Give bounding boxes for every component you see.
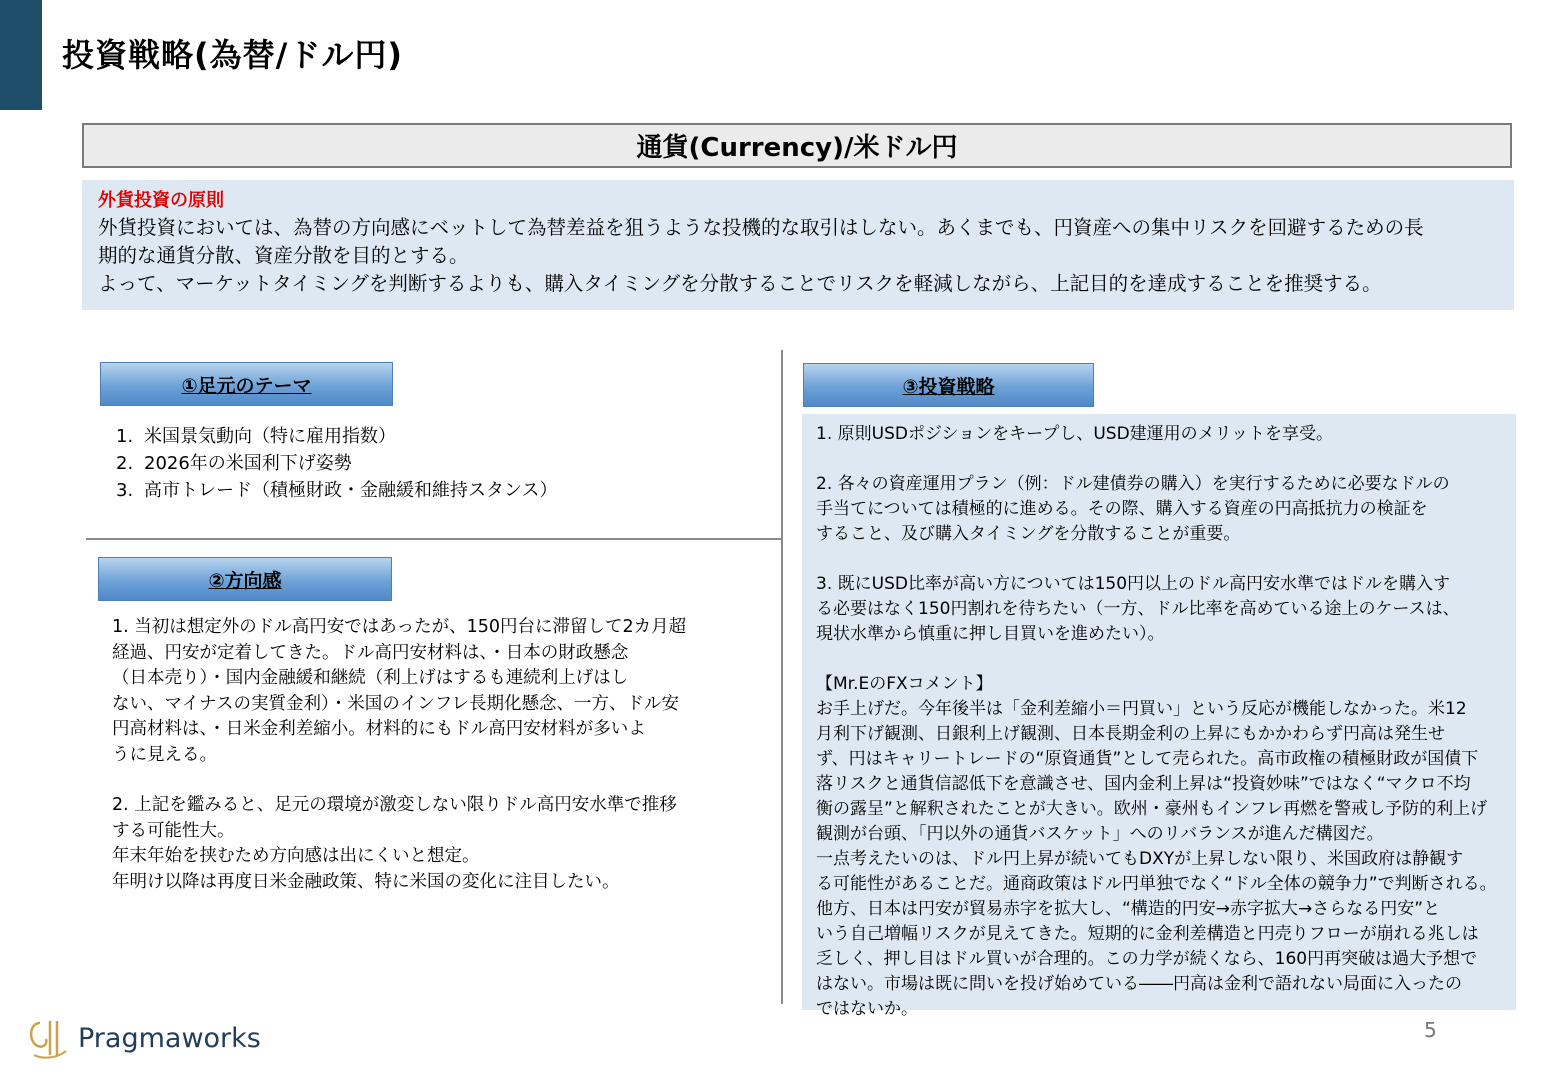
text-line: 手当てについては積極的に進める。その際、購入する資産の円高抵抗力の検証を bbox=[816, 499, 1428, 519]
text-line: 経過、円安が定着してきた。ドル高円安材料は、・日本の財政懸念 bbox=[112, 642, 629, 663]
text-line: ではないか。 bbox=[816, 999, 918, 1019]
text-line: はない。市場は既に問いを投げ始めている――円高は金利で語れない局面に入ったの bbox=[816, 974, 1462, 994]
text-line: 一点考えたいのは、ドル円上昇が続いてもDXYが上昇しない限り、米国政府は静観す bbox=[816, 849, 1464, 869]
principle-title: 外貨投資の原則 bbox=[98, 190, 224, 211]
text-line: 月利下げ観測、日銀利上げ観測、日本長期金利の上昇にもかかわらず円高は発生せ bbox=[816, 724, 1445, 744]
text-line: 3. 既にUSD比率が高い方については150円以上のドル高円安水準ではドルを購入す bbox=[816, 574, 1451, 594]
section-tab-direction: ②方向感 bbox=[98, 557, 392, 601]
text-line: お手上げだ。今年後半は「金利差縮小＝円買い」という反応が機能しなかった。米12 bbox=[816, 699, 1467, 719]
list-item: 2. 2026年の米国利下げ姿勢 bbox=[116, 453, 352, 474]
direction-text bbox=[112, 615, 752, 895]
text-line: る可能性があることだ。通商政策はドル円単独でなく“ドル全体の競争力”で判断される。 bbox=[816, 874, 1497, 894]
spacer bbox=[112, 768, 752, 793]
text-line: 観測が台頭、「円以外の通貨バスケット」へのリバランスが進んだ構図だ。 bbox=[816, 824, 1384, 844]
text-line: 1. 原則USDポジションをキープし、USD建運用のメリットを享受。 bbox=[816, 424, 1333, 444]
column-divider bbox=[781, 350, 783, 1004]
logo-text: Pragmaworks bbox=[78, 1022, 261, 1054]
text-line: 1. 当初は想定外のドル高円安ではあったが、150円台に滞留して2カ月超 bbox=[112, 617, 687, 637]
list-item: 3. 高市トレード（積極財政・金融緩和維持スタンス） bbox=[116, 480, 558, 501]
text-line: 他方、日本は円安が貿易赤字を拡大し、“構造的円安→赤字拡大→さらなる円安”と bbox=[816, 899, 1441, 919]
text-line: いう自己増幅リスクが見えてきた。短期的に金利差構造と円売りフローが崩れる兆しは bbox=[816, 924, 1479, 944]
text-line: 円高材料は、・日米金利差縮小。材料的にもドル高円安材料が多いよ bbox=[112, 719, 646, 739]
text-line: する可能性大。 bbox=[112, 820, 235, 841]
text-line: うに見える。 bbox=[112, 744, 217, 765]
principle-line: よって、マーケットタイミングを判断するよりも、購入タイミングを分散することでリスクを軽減しながら、上記目的を達成することを推奨する。 bbox=[98, 272, 1382, 295]
text-line: ない、マイナスの実質金利）・米国のインフレ長期化懸念、一方、ドル安 bbox=[112, 693, 679, 714]
spacer bbox=[816, 547, 1502, 572]
text-line: 衡の露呈”と解釈されたことが大きい。欧州・豪州もインフレ再燃を警戒し予防的利上げ bbox=[816, 799, 1488, 819]
section-tab-strategy: ③投資戦略 bbox=[803, 363, 1094, 407]
text-line: 2. 各々の資産運用プラン（例：ドル建債券の購入）を実行するために必要なドルの bbox=[816, 474, 1450, 494]
text-line: 2. 上記を鑑みると、足元の環境が激変しない限りドル高円安水準で推移 bbox=[112, 795, 677, 815]
principle-text bbox=[98, 214, 1498, 298]
accent-bar bbox=[0, 0, 42, 110]
list-item: 1. 米国景気動向（特に雇用指数） bbox=[116, 426, 396, 447]
strategy-box bbox=[802, 414, 1516, 1019]
text-line: （日本売り）・国内金融緩和継続（利上げはするも連続利上げはし bbox=[112, 668, 629, 688]
text-line: 落リスクと通貨信認低下を意識させ、国内金利上昇は“投資妙味”ではなく“マクロ不均 bbox=[816, 774, 1471, 794]
text-line: る必要はなく150円割れを待ちたい（一方、ドル比率を高めている途上のケースは、 bbox=[816, 599, 1460, 619]
page-title: 投資戦略(為替/ドル円) bbox=[62, 36, 403, 74]
text-line: 年明け以降は再度日米金融政策、特に米国の変化に注目したい。 bbox=[112, 871, 620, 892]
section-tab-theme: ①足元のテーマ bbox=[100, 362, 393, 406]
text-line: 乏しく、押し目はドル買いが合理的。この力学が続くなら、160円再突破は過大予想で bbox=[816, 949, 1478, 969]
principle-line: 期的な通貨分散、資産分散を目的とする。 bbox=[98, 244, 469, 267]
logo-mark-icon bbox=[26, 1015, 72, 1061]
pragmaworks-logo bbox=[26, 1015, 261, 1061]
text-line: 【Mr.EのFXコメント】 bbox=[816, 674, 993, 694]
currency-header: 通貨(Currency)/米ドル円 bbox=[82, 123, 1512, 168]
text-line: 現状水準から慎重に押し目買いを進めたい）。 bbox=[816, 624, 1165, 644]
theme-list bbox=[116, 423, 557, 504]
text-line: 年末年始を挟むため方向感は出にくいと想定。 bbox=[112, 846, 480, 866]
section-divider bbox=[86, 538, 782, 540]
spacer bbox=[816, 647, 1502, 672]
spacer bbox=[816, 447, 1502, 472]
text-line: すること、及び購入タイミングを分散することが重要。 bbox=[816, 524, 1241, 544]
principle-line: 外貨投資においては、為替の方向感にベットして為替差益を狙うような投機的な取引はしない。あくまでも、円資産への集中リスクを回避するための長 bbox=[98, 216, 1424, 239]
page-number: 5 bbox=[1424, 1018, 1437, 1042]
principle-box bbox=[82, 180, 1514, 310]
text-line: ず、円はキャリートレードの“原資通貨”として売られた。高市政権の積極財政が国債下 bbox=[816, 749, 1479, 769]
